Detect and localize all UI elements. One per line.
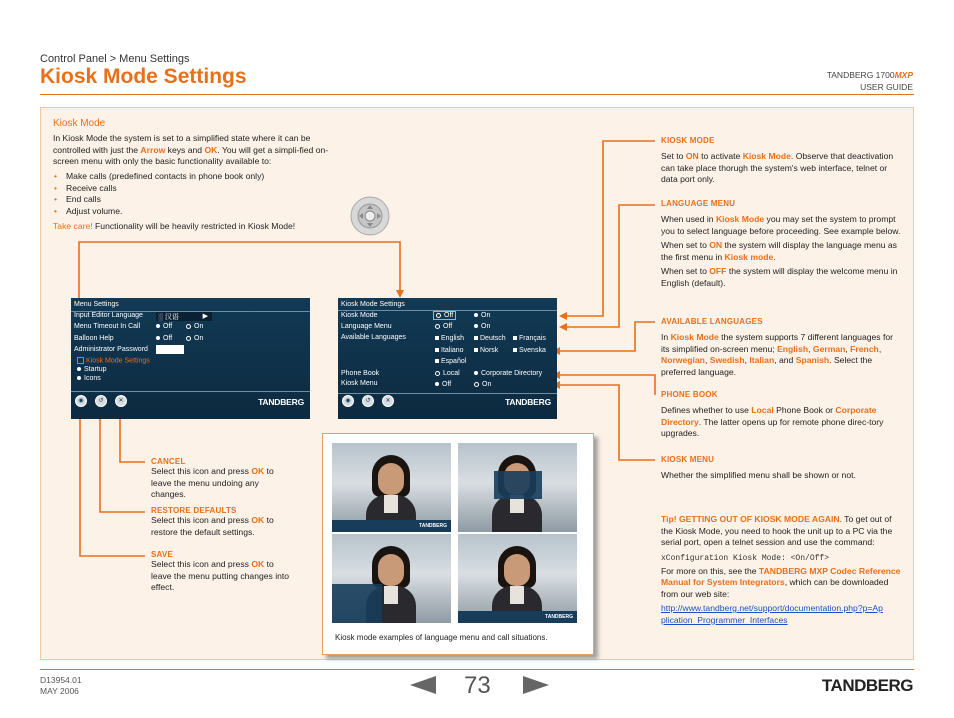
available-languages-label: Available Languages (341, 334, 406, 341)
language-svenska[interactable]: Svenska (513, 347, 546, 354)
kiosk-mode-off[interactable]: Off (433, 311, 456, 320)
intro-text-c: . You will get a simpli-fied on-screen menu with only the basic functionality available to: (53, 144, 329, 166)
cancel-title: CANCEL (151, 457, 186, 466)
phone-book-label: Phone Book (341, 370, 380, 377)
page-number: 73 (464, 672, 491, 699)
photo-collage (322, 433, 594, 655)
restore-text-a: Select this icon and press (151, 515, 252, 525)
tandberg-logo: TANDBERG (821, 676, 913, 695)
cancel-icon[interactable]: ✕ (382, 395, 394, 407)
startup-link[interactable]: Startup (77, 366, 107, 373)
phone-book-section (661, 390, 901, 440)
feature-list (53, 171, 343, 217)
cancel-text-a: Select this icon and press (151, 466, 252, 476)
language-espanol[interactable]: Español (435, 358, 466, 365)
phone-book-local[interactable]: Local (435, 370, 460, 377)
intro-text-a: In Kiosk Mode the system is set to a simplified state where it can be controlled with just the (53, 133, 311, 155)
tandberg-logo: TANDBERG (505, 397, 551, 407)
language-italiano[interactable]: Italiano (435, 347, 464, 354)
phone-book-title: PHONE BOOK (661, 390, 718, 399)
screen-title: Menu Settings (74, 301, 119, 308)
right-column (661, 136, 901, 186)
language-norsk[interactable]: Norsk (474, 347, 498, 354)
restore-callout (151, 506, 291, 538)
take-care-note (53, 221, 373, 233)
next-page-arrow-icon[interactable] (523, 676, 549, 694)
save-callout (151, 550, 291, 594)
balloon-help-on[interactable]: On (186, 335, 203, 342)
language-francais[interactable]: Français (513, 335, 546, 342)
available-languages-title: AVAILABLE LANGUAGES (661, 317, 763, 326)
kiosk-mode-label: Kiosk Mode (341, 312, 378, 319)
icons-link[interactable]: Icons (77, 375, 101, 382)
kiosk-mode-heading: Kiosk Mode (53, 118, 106, 129)
footer-divider (40, 669, 914, 670)
kiosk-photo (458, 443, 577, 532)
cancel-text-b: to leave the menu undoing any changes. (151, 466, 274, 499)
photo-logo: TANDBERG (419, 523, 447, 529)
doc-date: MAY 2006 (40, 686, 79, 696)
language-menu-off[interactable]: Off (435, 323, 452, 330)
kiosk-mode-title: KIOSK MODE (661, 136, 715, 145)
menu-settings-screen (71, 298, 310, 419)
intro-paragraph (53, 133, 343, 168)
kiosk-menu-off[interactable]: Off (435, 381, 451, 388)
kiosk-menu-label: Kiosk Menu (341, 380, 378, 387)
kiosk-photo (332, 534, 451, 623)
kiosk-photo (458, 534, 577, 623)
intro-text-b: keys and (165, 144, 205, 155)
language-deutsch[interactable]: Deutsch (474, 335, 506, 342)
input-language-value: ░ 汉语 (158, 314, 179, 321)
breadcrumb: Control Panel > Menu Settings (40, 53, 190, 65)
restore-defaults-icon[interactable]: ↺ (95, 395, 107, 407)
collage-caption: Kiosk mode examples of language menu and call situations. (335, 633, 548, 642)
language-menu-text-3: When set to OFF the system will display the welcome menu in English (default). (661, 266, 898, 288)
balloon-help-off[interactable]: Off (156, 335, 172, 342)
kiosk-photo (332, 443, 451, 532)
doc-number: D13954.01 (40, 675, 82, 685)
list-item: • Adjust volume. (53, 206, 343, 218)
guide-label: USER GUIDE (860, 82, 913, 92)
list-item: • Receive calls (53, 183, 343, 195)
language-menu-label: Language Menu (341, 323, 392, 330)
kiosk-mode-on[interactable]: On (474, 312, 490, 319)
cancel-callout (151, 457, 291, 501)
balloon-help-label: Balloon Help (74, 335, 114, 342)
kiosk-settings-screen (338, 298, 557, 419)
tip-text: Tip! GETTING OUT OF KIOSK MODE AGAIN. To get out of the Kiosk Mode, you need to hook the unit up to a PC via the serial port, open a telnet session and use the command: (661, 514, 893, 547)
brand-suffix: MXP (894, 70, 913, 80)
phone-book-text: Defines whether to use Local Phone Book or Corporate Directory. The latter opens up for remote phone direc-tory upgrades. (661, 405, 884, 438)
admin-password-label: Administrator Password (74, 346, 148, 353)
divider (71, 391, 310, 392)
restore-defaults-icon[interactable]: ↺ (362, 395, 374, 407)
take-care-text: Functionality will be heavily restricted in Kiosk Mode! (92, 221, 296, 231)
reference-text: For more on this, see the TANDBERG MXP Codec Reference Manual for System Integrators, which can be downloaded from our web site: (661, 565, 901, 599)
phone-book-corporate[interactable]: Corporate Directory (474, 370, 542, 377)
previous-page-arrow-icon[interactable] (410, 676, 436, 694)
cancel-ok: OK (251, 466, 265, 476)
save-title: SAVE (151, 550, 173, 559)
kiosk-menu-section (661, 455, 901, 482)
menu-timeout-label: Menu Timeout In Call (74, 323, 141, 330)
kiosk-menu-text: Whether the simplified menu shall be shown or not. (661, 470, 856, 480)
save-ok: OK (251, 559, 265, 569)
save-icon[interactable]: ◉ (75, 395, 87, 407)
language-english[interactable]: English (435, 335, 464, 342)
restore-title: RESTORE DEFAULTS (151, 506, 237, 515)
brand-name: TANDBERG 1700 (826, 70, 895, 80)
restore-ok: OK (251, 515, 265, 525)
menu-timeout-on[interactable]: On (186, 323, 203, 330)
tandberg-logo: TANDBERG (258, 397, 304, 407)
doc-info (40, 675, 82, 697)
language-menu-section (661, 199, 901, 289)
admin-password-input[interactable] (156, 345, 184, 354)
available-languages-text: In Kiosk Mode the system supports 7 different languages for its simplified on-screen menu; English, German, French, Norwegian, Swedish, Italian, and Spanish. Select the preferred language. (661, 332, 894, 377)
language-menu-on[interactable]: On (474, 323, 490, 330)
save-text-a: Select this icon and press (151, 559, 252, 569)
take-care-label: Take care! (53, 221, 93, 231)
menu-timeout-off[interactable]: Off (156, 323, 172, 330)
dropdown-arrow-icon: ▶ (202, 313, 208, 320)
screen-title: Kiosk Mode Settings (341, 301, 405, 308)
input-language-select[interactable] (156, 312, 212, 321)
documentation-link[interactable]: http://www.tandberg.net/support/documentation.php?p=Application_Programmer_Interfaces (661, 603, 883, 625)
save-text-b: to leave the menu putting changes into effect. (151, 559, 290, 592)
photo-logo: TANDBERG (545, 614, 573, 620)
page-title: Kiosk Mode Settings (40, 65, 247, 88)
kiosk-menu-on[interactable]: On (474, 381, 491, 388)
divider (338, 393, 557, 394)
cancel-icon[interactable]: ✕ (115, 395, 127, 407)
language-menu-text-1: When used in Kiosk Mode you may set the system to prompt you to select language before proceeding. See example below. (661, 214, 901, 236)
input-editor-language-label: Input Editor Language (74, 312, 143, 319)
kiosk-mode-settings-link[interactable]: Kiosk Mode Settings (77, 357, 150, 364)
arrow-keyword: Arrow (140, 144, 166, 155)
language-menu-title: LANGUAGE MENU (661, 199, 736, 208)
kiosk-mode-text: Set to ON to activate Kiosk Mode. Observe that deactivation can take place thorugh the system's web interface, telnet or data port only. (661, 151, 894, 184)
kiosk-menu-title: KIOSK MENU (661, 455, 715, 464)
tip-section (661, 514, 903, 626)
ok-keyword: OK (204, 144, 218, 155)
restore-text-b: to restore the default settings. (151, 515, 274, 537)
remote-control-icon (350, 196, 390, 236)
save-icon[interactable]: ◉ (342, 395, 354, 407)
list-item: • End calls (53, 194, 343, 206)
list-item: • Make calls (predefined contacts in phone book only) (53, 171, 343, 183)
command-text: xConfiguration Kiosk Mode: <On/Off> (661, 553, 830, 563)
available-languages-section (661, 317, 901, 378)
language-menu-text-2: When set to ON the system will display the language menu as the first menu in Kiosk mode. (661, 240, 897, 262)
